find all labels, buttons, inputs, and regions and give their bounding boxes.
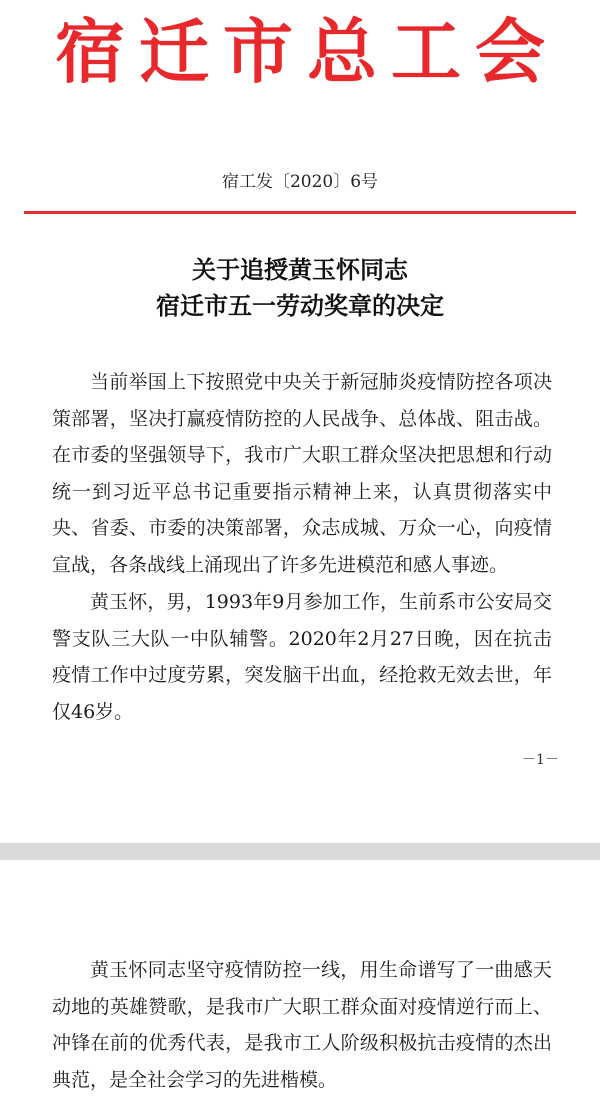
page-number: －1－	[522, 752, 559, 768]
issuing-organization-header: 宿迁市总工会	[55, 11, 559, 93]
document-number: 宿工发〔2020〕6号	[221, 172, 379, 192]
body-paragraph-1: 当前举国上下按照党中央关于新冠肺炎疫情防控各项决策部署，坚决打赢疫情防控的人民战争、总体战、阻击战。在市委的坚强领导下，我市广大职工群众坚决把思想和行动统一到习近平总书记重要指示精神上来，认真贯彻落实中央、省委、市委的决策部署，众志成城、万众一心，向疫情宣战，各条战线上涌现出了许多先进模范和感人事迹。	[52, 371, 552, 576]
document-page-2	[0, 860, 600, 1098]
body-paragraph-2: 黄玉怀，男，1993年9月参加工作，生前系市公安局交警支队三大队一中队辅警。2020年2月27日晚，因在抗击疫情工作中过度劳累，突发脑干出血，经抢救无效去世，年仅46岁。	[52, 591, 552, 723]
document-title-line-1: 关于追授黄玉怀同志	[192, 256, 408, 284]
body-paragraph-3: 黄玉怀同志坚守疫情防控一线，用生命谱写了一曲感天动地的英雄赞歌，是我市广大职工群众面对疫情逆行而上、冲锋在前的优秀代表，是我市工人阶级积极抗击疫情的杰出典范，是全社会学习的先进楷模。	[52, 959, 552, 1091]
document-title-line-2: 宿迁市五一劳动奖章的决定	[156, 292, 444, 320]
red-separator-line	[24, 211, 576, 214]
